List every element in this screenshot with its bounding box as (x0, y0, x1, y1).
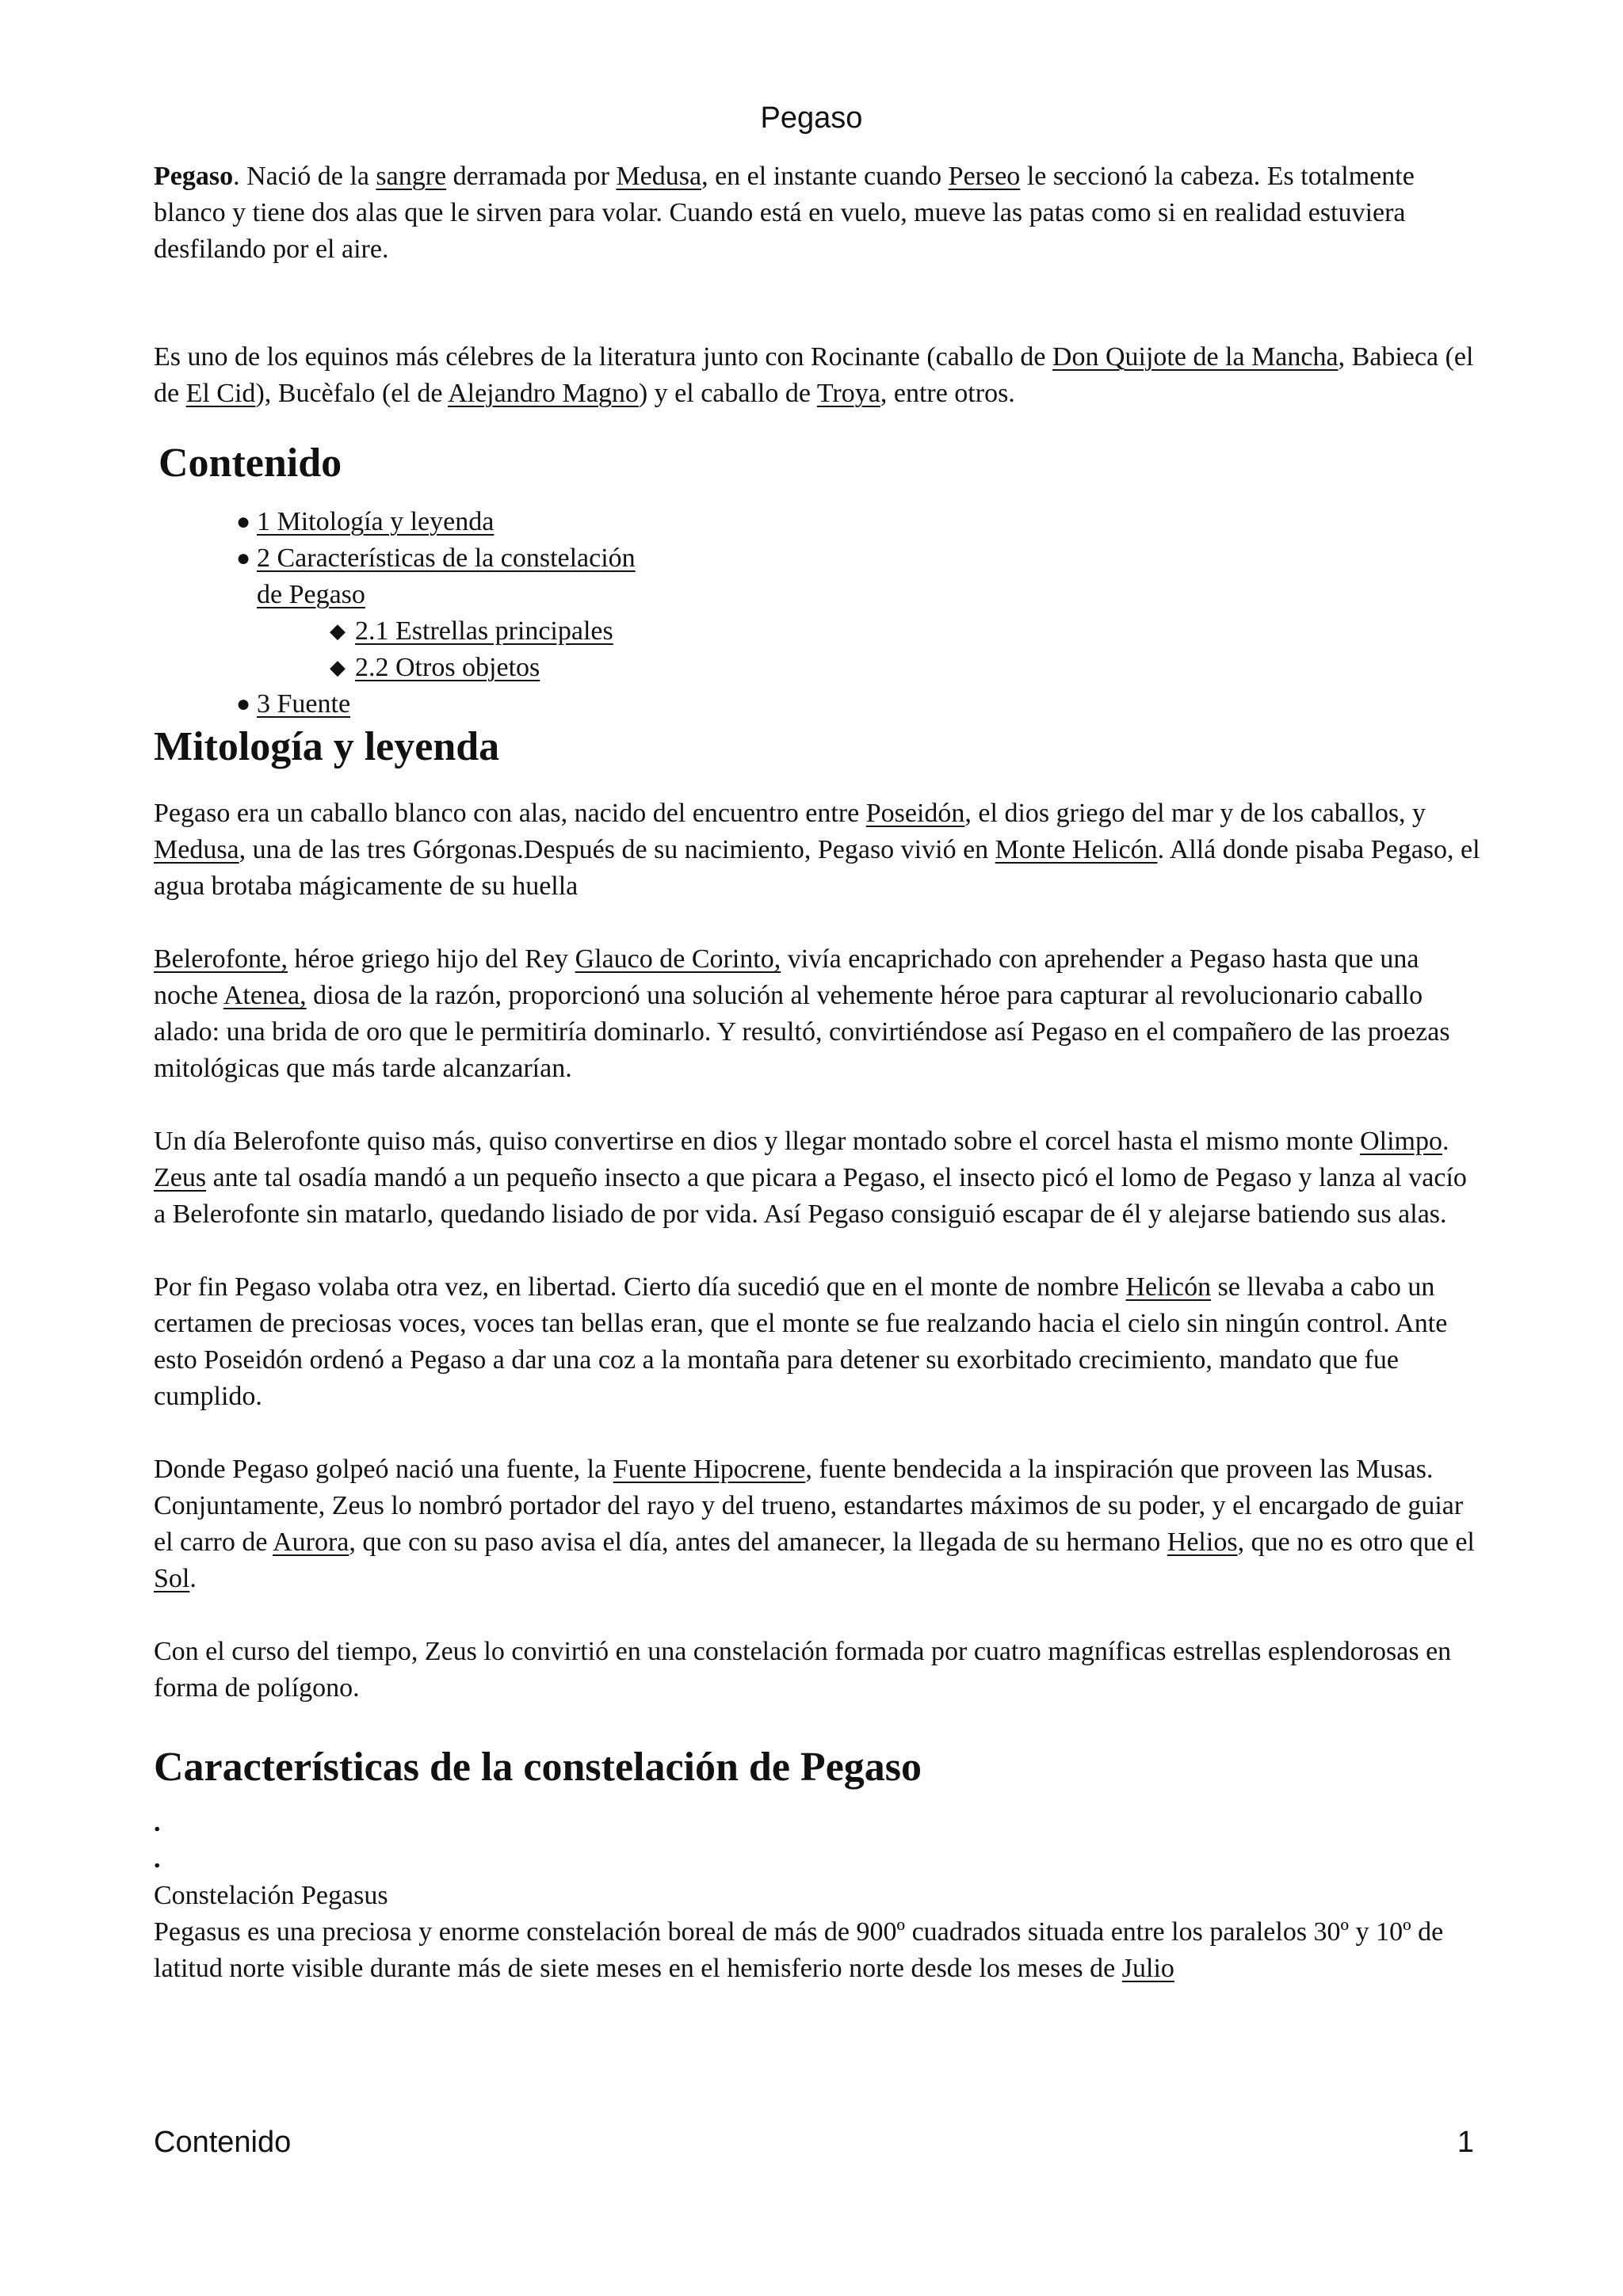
text-span: Un día Belerofonte quiso más, quiso convertirse en dios y llegar montado sobre el corcel hasta el mismo monte (154, 1127, 1361, 1156)
text-span: Con el curso del tiempo, Zeus lo convirtió en una constelación formada por cuatro magníficas estrellas esplendorosas en forma de polígono. (154, 1637, 1452, 1703)
text-span: derramada por (446, 162, 617, 191)
text-span: ante tal osadía mandó a un pequeño insecto a que picara a Pegaso, el insecto picó el lomo de Pegaso y lanza al vacío a Belerofonte sin matarlo, quedando lisiado de por vida. Así Pegaso consiguió escapar de él y alejarse batiendo sus alas. (154, 1163, 1467, 1229)
text-span: , el dios griego del mar y de los caballos, y (964, 799, 1426, 828)
link-fuente-hipocrene[interactable]: Fuente Hipocrene (613, 1455, 806, 1484)
diamond-bullet-icon: ◆ (330, 620, 346, 643)
toc-link-mitologia[interactable]: 1 Mitología y leyenda (257, 507, 495, 536)
link-helicon[interactable]: Helicón (1125, 1272, 1212, 1302)
bullet-icon: ● (236, 691, 251, 717)
link-alejandro-magno[interactable]: Alejandro Magno (448, 379, 639, 408)
text-span: . (189, 1564, 197, 1593)
text-span: Pegasus es una preciosa y enorme constelación boreal de más de 900º cuadrados situada entre los paralelos 30º y 10º de latitud norte visible durante más de siete meses en el hemisferio norte desde los meses de (154, 1917, 1444, 1983)
section-title-caracteristicas: Características de la constelación de Pegaso (154, 1745, 922, 1790)
image-caption: Constelación Pegasus (154, 1881, 388, 1910)
toc-title: Contenido (158, 441, 342, 486)
text-span: . Nació de la (233, 162, 376, 191)
mitologia-paragraph-2 (154, 941, 1485, 1087)
text-span: , que no es otro que el (1237, 1527, 1475, 1557)
intro-paragraph-2 (154, 339, 1485, 412)
toc-link-caracteristicas[interactable]: 2 Características de la constelación de Pegaso (257, 543, 636, 609)
text-span: diosa de la razón, proporcionó una solución al vehemente héroe para capturar al revolucionario caballo alado: una brida de oro que le permitiría dominarlo. Y resultó, convirtiéndose así Pegaso en el compañero de las proezas mitológicas que más tarde alcanzarían. (154, 981, 1450, 1083)
toc-link-fuente[interactable]: 3 Fuente (257, 689, 351, 719)
link-aurora[interactable]: Aurora (273, 1527, 349, 1557)
link-atenea[interactable]: Atenea, (223, 981, 307, 1010)
bullet-icon: ● (236, 509, 251, 535)
text-span: Pegaso era un caballo blanco con alas, nacido del encuentro entre (154, 799, 866, 828)
link-julio[interactable]: Julio (1121, 1954, 1174, 1983)
text-span: ) y el caballo de (638, 379, 817, 408)
link-helios[interactable]: Helios (1167, 1527, 1238, 1557)
text-span: . Allá donde pisaba Pegaso, el agua brotaba mágicamente de su huella (154, 835, 1480, 901)
mitologia-paragraph-4 (154, 1269, 1485, 1415)
toc-subitem (154, 613, 1485, 650)
dot-text: . (154, 1844, 161, 1874)
link-troya[interactable]: Troya (816, 379, 880, 408)
caracteristicas-paragraph-1 (154, 1914, 1485, 1987)
intro-paragraph-1 (154, 158, 1485, 268)
toc-subitem (154, 650, 1485, 686)
image-placeholder-dot (154, 1805, 1485, 1841)
link-belerofonte[interactable]: Belerofonte, (154, 944, 288, 974)
link-sol[interactable]: Sol (154, 1564, 190, 1593)
text-span: , una de las tres Górgonas.Después de su nacimiento, Pegaso vivió en (239, 835, 995, 864)
link-sangre[interactable]: sangre (376, 162, 447, 191)
footer-section-name: Contenido (154, 2126, 292, 2159)
mitologia-paragraph-5 (154, 1451, 1485, 1597)
mitologia-paragraph-1 (154, 795, 1485, 905)
section-title-mitologia: Mitología y leyenda (154, 724, 500, 769)
text-span: le seccionó la cabeza. Es totalmente blanco y tiene dos alas que le sirven para volar. Cuando está en vuelo, mueve las patas como si en realidad estuviera desfilando por el aire. (154, 162, 1415, 264)
text-span: . (1442, 1127, 1449, 1156)
diamond-bullet-icon: ◆ (330, 656, 346, 679)
text-span: se llevaba a cabo un certamen de preciosas voces, voces tan bellas eran, que el monte se fue realzando hacia el cielo sin ningún control. Ante esto Poseidón ordenó a Pegaso a dar una coz a la montaña para detener su exorbitado crecimiento, mandato que fue cumplido. (154, 1272, 1448, 1411)
link-el-cid[interactable]: El Cid (185, 379, 256, 408)
text-span: vivía encaprichado con aprehender a Pegaso hasta que una noche (154, 944, 1419, 1010)
link-medusa-2[interactable]: Medusa (154, 835, 239, 864)
link-perseo[interactable]: Perseo (948, 162, 1021, 191)
dot-text: . (154, 1808, 161, 1837)
text-span: Por fin Pegaso volaba otra vez, en libertad. Cierto día sucedió que en el monte de nombre (154, 1272, 1126, 1302)
document-body (154, 158, 1485, 1987)
toc-item (154, 540, 653, 613)
link-don-quijote[interactable]: Don Quijote de la Mancha (1052, 342, 1338, 372)
toc-link-otros-objetos[interactable]: 2.2 Otros objetos (355, 653, 540, 682)
toc-item (154, 686, 653, 723)
text-span: , en el instante cuando (701, 162, 949, 191)
image-placeholder-dot (154, 1841, 1485, 1878)
bullet-icon: ● (236, 545, 251, 571)
toc-link-estrellas[interactable]: 2.1 Estrellas principales (355, 616, 613, 646)
link-glauco[interactable]: Glauco de Corinto, (575, 944, 781, 974)
footer-page-number: 1 (1457, 2126, 1474, 2159)
text-span: héroe griego hijo del Rey (288, 944, 575, 974)
text-span: , entre otros. (880, 379, 1015, 408)
link-poseidon[interactable]: Poseidón (865, 799, 965, 828)
link-olimpo[interactable]: Olimpo (1360, 1127, 1442, 1156)
text-span: , fuente bendecida a la inspiración que proveen las Musas. Conjuntamente, Zeus lo nombró portador del rayo y del trueno, estandartes máximos de su poder, y el encargado de guiar el carro de (154, 1455, 1464, 1557)
mitologia-paragraph-3 (154, 1123, 1485, 1233)
link-zeus[interactable]: Zeus (154, 1163, 207, 1192)
mitologia-paragraph-6 (154, 1634, 1485, 1707)
text-span: , Babieca (el de (154, 342, 1474, 408)
table-of-contents (154, 504, 1485, 723)
page-header-title: Pegaso (760, 101, 863, 135)
text-span: ), Bucèfalo (el de (255, 379, 449, 408)
text-span: Donde Pegaso golpeó nació una fuente, la (154, 1455, 613, 1484)
link-monte-helicon[interactable]: Monte Helicón (995, 835, 1158, 864)
text-span: Es uno de los equinos más célebres de la literatura junto con Rocinante (caballo de (154, 342, 1052, 372)
link-medusa[interactable]: Medusa (616, 162, 702, 191)
toc-item (154, 504, 653, 540)
text-span: , que con su paso avisa el día, antes del amanecer, la llegada de su hermano (349, 1527, 1167, 1557)
intro-bold-title: Pegaso (154, 162, 234, 191)
